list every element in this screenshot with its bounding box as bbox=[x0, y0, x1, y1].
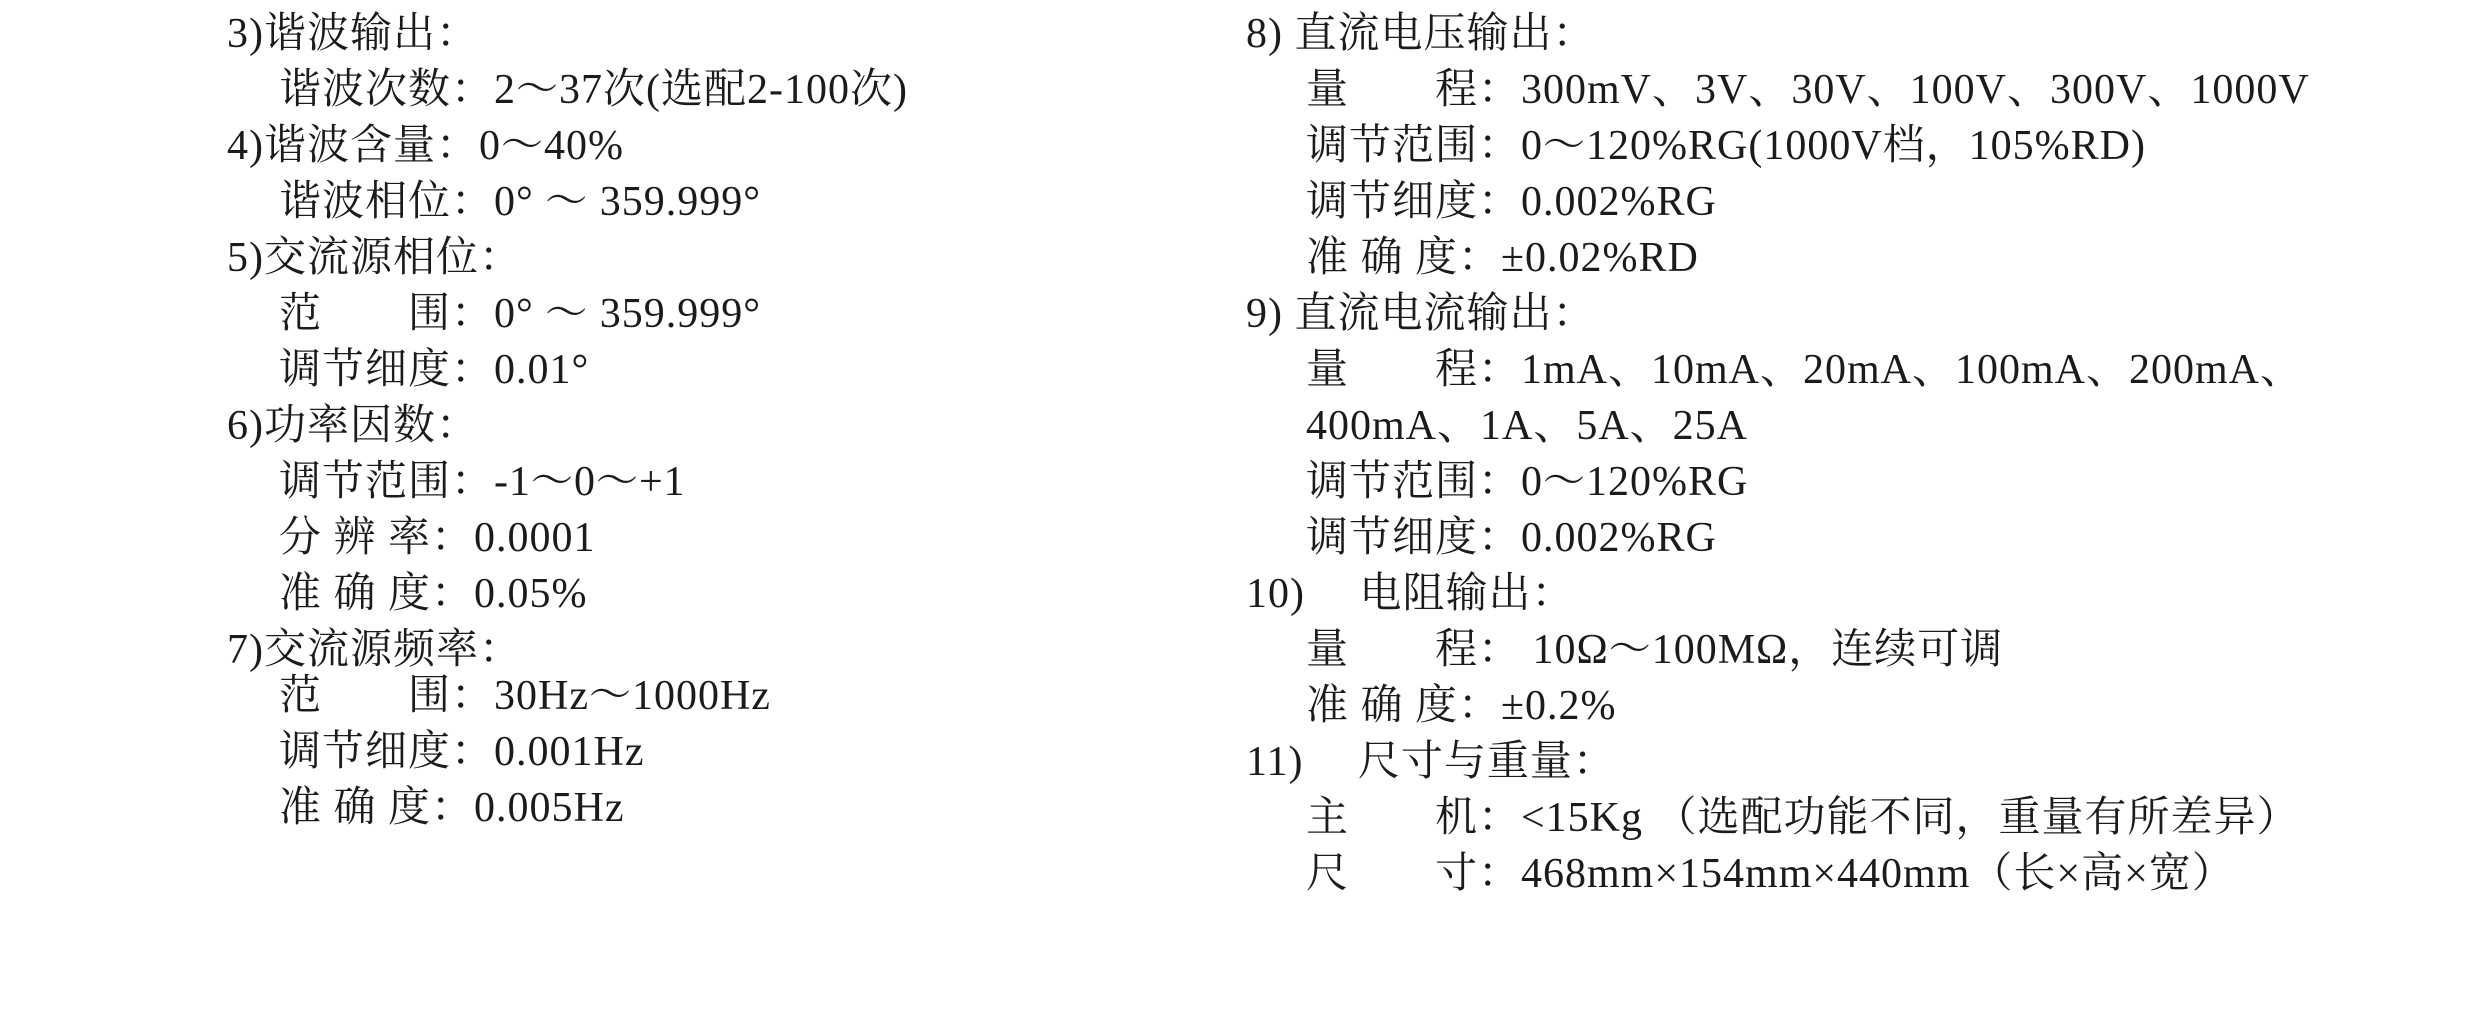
spec-line: 400mA、1A、5A、25A bbox=[1306, 403, 1748, 449]
spec-line: 尺 寸：468mm×154mm×440mm（长×高×宽） bbox=[1306, 851, 2235, 897]
spec-line: 调节范围：0～120%RG bbox=[1306, 459, 1749, 505]
spec-line: 调节细度：0.001Hz bbox=[279, 729, 645, 775]
spec-line: 谐波相位：0° ～ 359.999° bbox=[279, 179, 762, 225]
spec-line: 6)功率因数： bbox=[227, 403, 479, 449]
spec-line: 9) 直流电流输出： bbox=[1246, 291, 1596, 337]
spec-line: 调节细度：0.01° bbox=[279, 347, 590, 393]
spec-line: 范 围：30Hz～1000Hz bbox=[279, 673, 771, 719]
spec-line: 主 机：<15Kg （选配功能不同，重量有所差异） bbox=[1306, 795, 2300, 841]
spec-column-right bbox=[1246, 6, 2482, 902]
spec-line: 7)交流源频率： bbox=[227, 627, 522, 673]
spec-line: 量 程：1mA、10mA、20mA、100mA、200mA、 bbox=[1306, 347, 2304, 393]
spec-line: 3)谐波输出： bbox=[227, 11, 479, 57]
spec-line: 调节细度：0.002%RG bbox=[1306, 515, 1717, 561]
spec-line: 调节范围：0～120%RG(1000V档，105%RD) bbox=[1306, 123, 2146, 169]
spec-line: 10) 电阻输出： bbox=[1246, 571, 1575, 617]
spec-line: 范 围：0° ～ 359.999° bbox=[279, 291, 762, 337]
spec-line: 11) 尺寸与重量： bbox=[1246, 739, 1616, 785]
spec-line: 调节范围：-1～0～+1 bbox=[279, 459, 686, 505]
spec-line: 谐波次数：2～37次(选配2-100次) bbox=[279, 67, 908, 113]
spec-line: 准 确 度：0.05% bbox=[279, 571, 588, 617]
spec-line: 量 程： 10Ω～100MΩ，连续可调 bbox=[1306, 627, 2004, 673]
spec-line: 准 确 度：±0.2% bbox=[1306, 683, 1617, 729]
spec-line: 量 程：300mV、3V、30V、100V、300V、1000V bbox=[1306, 67, 2310, 113]
spec-line: 分 辨 率：0.0001 bbox=[279, 515, 596, 561]
spec-line: 4)谐波含量：0～40% bbox=[227, 123, 624, 169]
spec-column-left bbox=[227, 6, 1237, 836]
spec-line: 准 确 度：±0.02%RD bbox=[1306, 235, 1699, 281]
spec-line: 准 确 度：0.005Hz bbox=[279, 785, 625, 831]
spec-line: 5)交流源相位： bbox=[227, 235, 522, 281]
spec-line: 调节细度：0.002%RG bbox=[1306, 179, 1717, 225]
spec-line: 8) 直流电压输出： bbox=[1246, 11, 1596, 57]
